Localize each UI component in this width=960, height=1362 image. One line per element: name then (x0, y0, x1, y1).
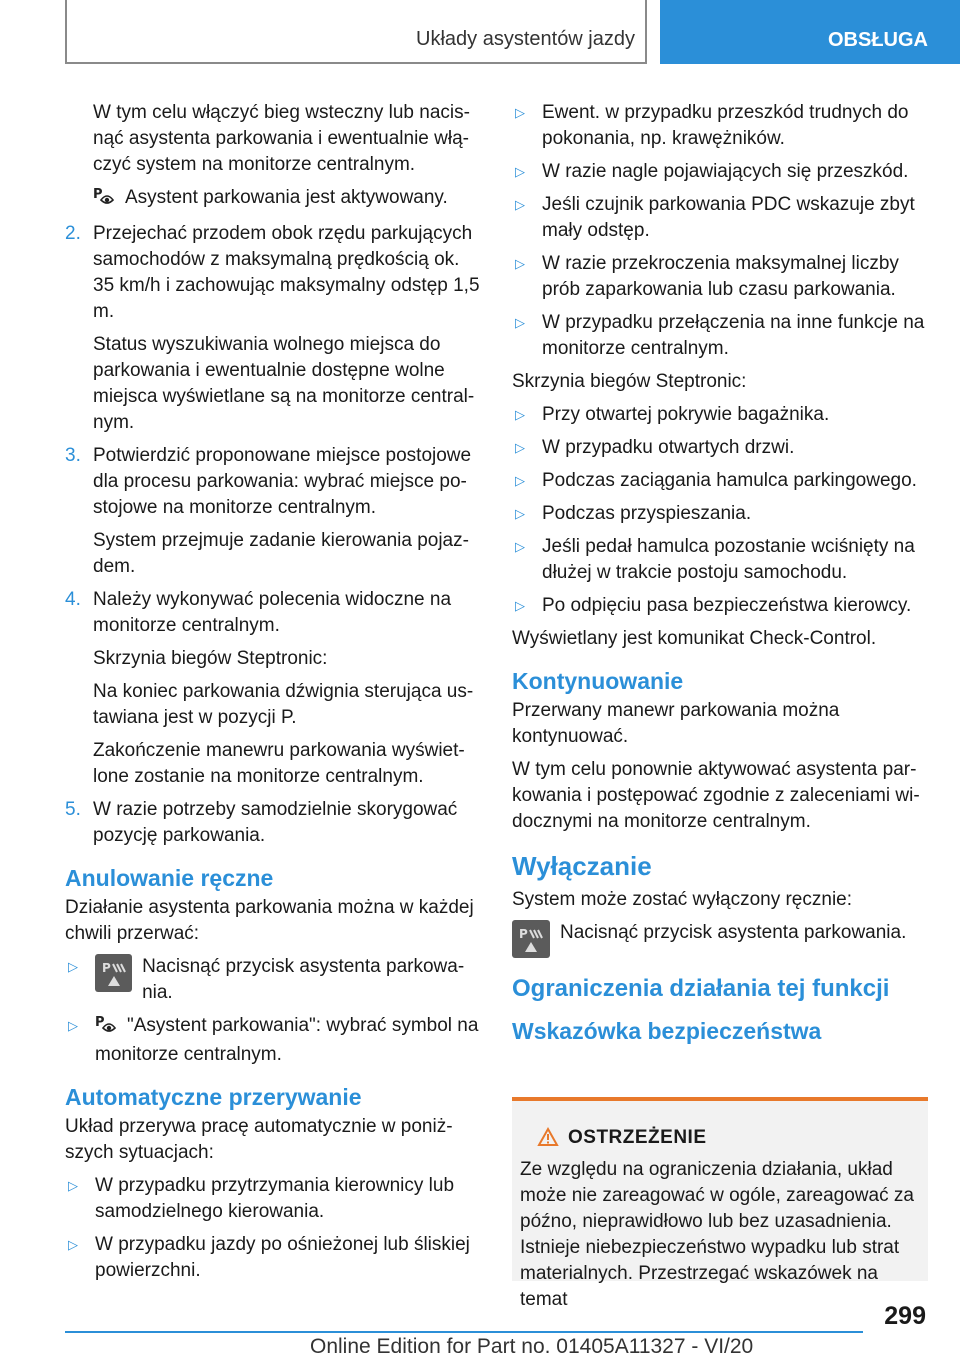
bullet-triangle-icon: ▷ (515, 506, 525, 521)
list-item (512, 159, 927, 185)
warning-title-row (520, 1125, 920, 1151)
step-text: System przejmuje zadanie kierowania pojazdem. (93, 530, 469, 577)
list-item-text: W przypadku otwartych drzwi. (542, 437, 795, 458)
list-item (512, 435, 927, 461)
auto-interrupt-heading: Automatyczne przerywanie (65, 1084, 362, 1110)
off-heading: Wyłączanie (512, 851, 652, 881)
list-item (512, 402, 927, 428)
svg-text:P: P (95, 1015, 105, 1030)
bullet-triangle-icon: ▷ (68, 959, 78, 974)
parking-button-icon (512, 920, 550, 958)
step-text: Na koniec parkowania dźwignia sterująca ustawiana jest w pozycji P. (93, 681, 474, 728)
step-number: 5. (65, 799, 81, 820)
list-item (512, 100, 927, 152)
step-text: Skrzynia biegów Steptronic: (93, 648, 328, 669)
bullet-triangle-icon: ▷ (515, 256, 525, 271)
bullet-triangle-icon: ▷ (515, 598, 525, 613)
bullet-triangle-icon: ▷ (68, 1237, 78, 1252)
bullet-triangle-icon: ▷ (515, 473, 525, 488)
manual-cancel-heading: Anulowanie ręczne (65, 865, 274, 891)
svg-text:P: P (93, 187, 103, 202)
list-item (65, 954, 480, 1006)
step-text: Potwierdzić proponowane miejsce postojowe dla procesu parkowania: wybrać miejsce postojowe na monitorze centralnym. (93, 445, 472, 518)
right-column (512, 100, 927, 1048)
list-item-text: W przypadku jazdy po ośnieżonej lub śliskiej powierzchni. (95, 1234, 470, 1281)
footer-rule (65, 1331, 863, 1333)
bullet-triangle-icon: ▷ (515, 105, 525, 120)
bullet-triangle-icon: ▷ (515, 440, 525, 455)
continue-text-2: W tym celu ponownie aktywować asystenta parkowania i postępować zgodnie z zaleceniami widocznymi na monitorze centralnym. (512, 759, 920, 832)
check-control-text: Wyświetlany jest komunikat Check-Control. (512, 628, 877, 649)
off-text: System może zostać wyłączony ręcznie: (512, 889, 853, 910)
bullet-triangle-icon: ▷ (515, 197, 525, 212)
list-item-text: W razie nagle pojawiających się przeszkód. (542, 161, 909, 182)
auto-interrupt-text: Układ przerywa pracę automatycznie w poniższych sytuacjach: (65, 1116, 453, 1163)
step-4 (65, 587, 480, 790)
parking-assist-icon (93, 186, 119, 214)
step-text: Status wyszukiwania wolnego miejsca do parkowania i ewentualnie dostępne wolne miejsca wyświetlane są na monitorze centralnym. (93, 334, 475, 433)
off-button-row (512, 920, 927, 958)
steptronic-label: Skrzynia biegów Steptronic: (512, 371, 747, 392)
list-item-text: Podczas przyspieszania. (542, 503, 752, 524)
list-item-text: Podczas zaciągania hamulca parkingowego. (542, 470, 917, 491)
bullet-triangle-icon: ▷ (515, 315, 525, 330)
intro-text: W tym celu włączyć bieg wsteczny lub nacisnąć asystenta parkowania i ewentualnie włączyć system na monitorze centralnym. (93, 102, 470, 175)
list-item (65, 1173, 480, 1225)
bullet-triangle-icon: ▷ (515, 164, 525, 179)
list-item-text: W przypadku przytrzymania kierownicy lub samodzielnego kierowania. (95, 1175, 455, 1222)
step-text: Przejechać przodem obok rzędu parkujących samochodów z maksymalną prędkością ok. 35 km/h i zachowując maksymalny odstęp 1,5 m. (93, 223, 480, 322)
bullet-triangle-icon: ▷ (68, 1018, 78, 1033)
svg-text:P: P (102, 961, 111, 975)
bullet-triangle-icon: ▷ (68, 1178, 78, 1193)
list-item-text: W przypadku przełączenia na inne funkcje na monitorze centralnym. (542, 312, 925, 359)
warning-triangle-icon (538, 1128, 558, 1146)
step-number: 2. (65, 223, 81, 244)
section-title: Układy asystentów jazdy (416, 28, 635, 50)
step-text: W razie potrzeby samodzielnie skorygować pozycję parkowania. (93, 799, 458, 846)
step-2 (65, 221, 480, 436)
list-item (512, 534, 927, 586)
bullet-triangle-icon: ▷ (515, 407, 525, 422)
left-column (65, 100, 480, 1291)
chapter-tab[interactable]: OBSŁUGA (660, 0, 960, 64)
list-item (65, 1013, 480, 1068)
list-item (65, 1232, 480, 1284)
list-item (512, 593, 927, 619)
list-item-text: Jeśli pedał hamulca pozostanie wciśnięty na dłużej w trakcie postoju samochodu. (542, 536, 915, 583)
step-3 (65, 443, 480, 580)
warning-text: Ze względu na ograniczenia działania, układ może nie zareagować w ogóle, zareagować za późno, nieprawidłowo lub bez uzasadnienia. Istnieje niebezpieczeństwo wypadku lub strat materialnych. Przestrzegać wskazówek na temat (520, 1159, 914, 1310)
bullet-triangle-icon: ▷ (515, 539, 525, 554)
step-5 (65, 797, 480, 849)
list-item-text: Przy otwartej pokrywie bagażnika. (542, 404, 830, 425)
off-button-text: Nacisnąć przycisk asystenta parkowania. (560, 922, 907, 943)
safety-heading: Wskazówka bezpieczeństwa (512, 1018, 822, 1044)
intro-icon-text: Asystent parkowania jest aktywowany. (125, 187, 448, 208)
list-item (512, 501, 927, 527)
warning-box (512, 1097, 928, 1310)
continue-heading: Kontynuowanie (512, 668, 684, 694)
list-item-text: Ewent. w przypadku przeszkód trudnych do pokonania, np. krawężników. (542, 102, 909, 149)
warning-title: OSTRZEŻENIE (568, 1127, 707, 1148)
limits-heading: Ograniczenia działania tej funkcji (512, 975, 890, 1002)
step-text: Zakończenie manewru parkowania wyświetlone zostanie na monitorze centralnym. (93, 740, 465, 787)
list-item (512, 468, 927, 494)
continue-text-1: Przerwany manewr parkowania można kontynuować. (512, 700, 840, 747)
list-item-text: Nacisnąć przycisk asystenta parkowania. (142, 956, 465, 1003)
list-item-text: Jeśli czujnik parkowania PDC wskazuje zbyt mały odstęp. (542, 194, 915, 241)
page-number: 299 (884, 1302, 926, 1330)
parking-assist-icon (95, 1014, 121, 1042)
step-text: Należy wykonywać polecenia widoczne na monitorze centralnym. (93, 589, 452, 636)
list-item (512, 310, 927, 362)
list-item-text: W razie przekroczenia maksymalnej liczby prób zaparkowania lub czasu parkowania. (542, 253, 899, 300)
step-number: 4. (65, 589, 81, 610)
list-item (512, 251, 927, 303)
step-number: 3. (65, 445, 81, 466)
list-item-text: "Asystent parkowania": wybrać symbol na monitorze centralnym. (95, 1015, 479, 1065)
manual-cancel-text: Działanie asystenta parkowania można w każdej chwili przerwać: (65, 897, 474, 944)
list-item (512, 192, 927, 244)
parking-button-icon (95, 954, 132, 992)
footer-text: Online Edition for Part no. 01405A11327 - VI/20 (310, 1335, 754, 1358)
list-item-text: Po odpięciu pasa bezpieczeństwa kierowcy. (542, 595, 912, 616)
svg-text:P: P (519, 927, 528, 941)
intro-icon-line (65, 185, 480, 214)
